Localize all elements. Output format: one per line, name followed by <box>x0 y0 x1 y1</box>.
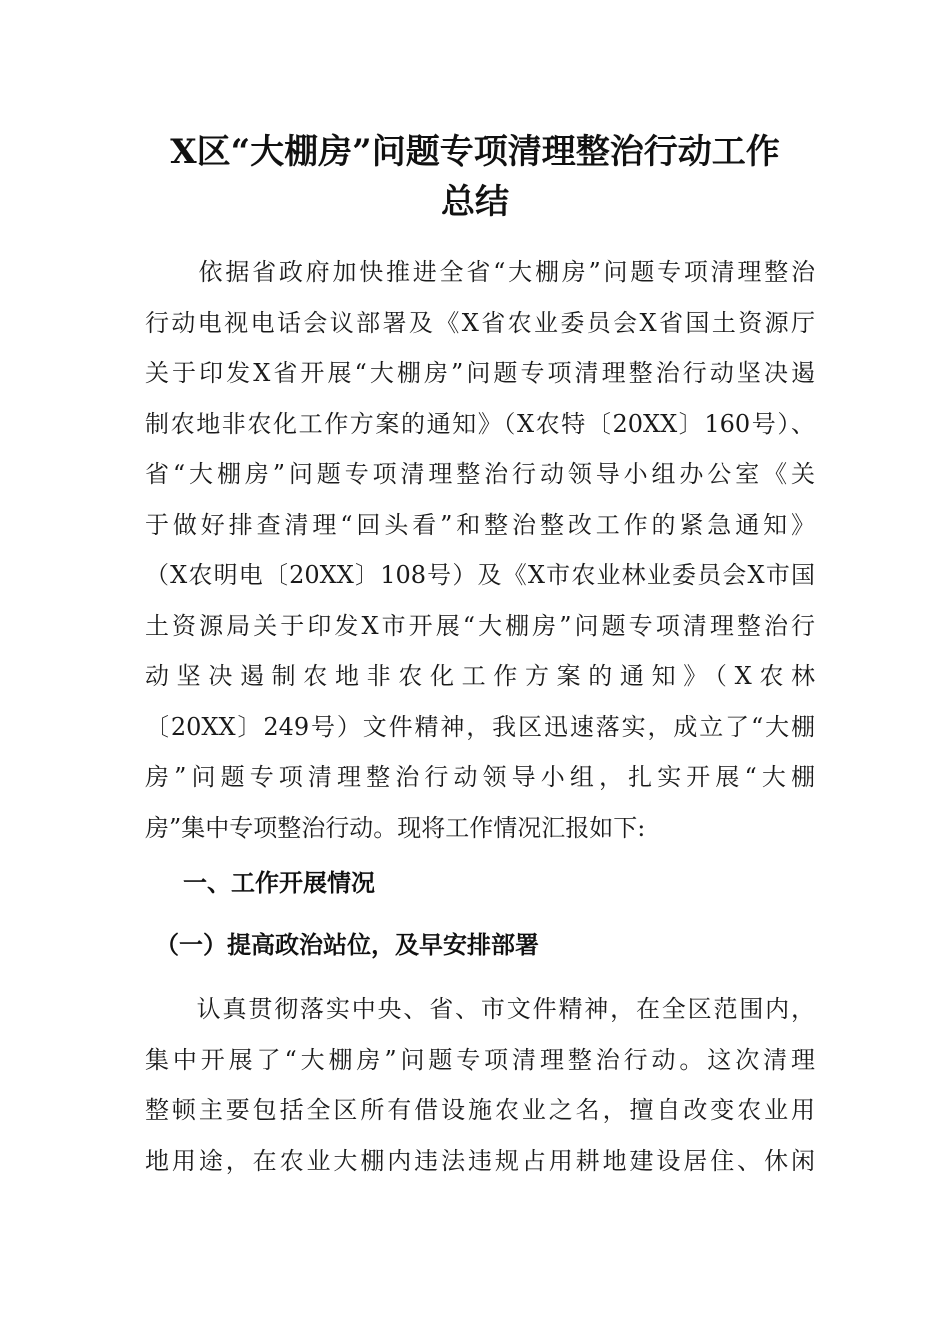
text-line: 整顿主要包括全区所有借设施农业之名，擅自改变农业用 <box>145 1096 815 1124</box>
title-line-1: X区“大棚房”问题专项清理整治行动工作 <box>170 132 780 172</box>
text-line: 房”集中专项整治行动。现将工作情况汇报如下: <box>145 813 646 842</box>
subsection-heading: （一）提高政治站位，及早安排部署 <box>155 930 539 959</box>
text-line: 依据省政府加快推进全省“大棚房”问题专项清理整治 <box>145 258 815 286</box>
text-line: 房”问题专项清理整治行动领导小组，扎实开展“大棚 <box>145 763 815 791</box>
text-line: 土资源局关于印发X市开展“大棚房”问题专项清理整治行 <box>145 611 815 640</box>
text-line: （X农明电〔20XX〕108号）及《X市农业林业委员会X市国 <box>145 561 815 589</box>
text-line: 于做好排查清理“回头看”和整治整改工作的紧急通知》 <box>145 510 815 539</box>
text-line: 动坚决遏制农地非农化工作方案的通知》（X农林 <box>145 662 815 690</box>
text-line: 省“大棚房”问题专项清理整治行动领导小组办公室《关 <box>145 460 815 488</box>
document-title <box>140 127 810 227</box>
body-paragraph <box>145 984 815 1186</box>
text-line: 关于印发X省开展“大棚房”问题专项清理整治行动坚决遏 <box>145 359 815 387</box>
text-line: 地用途，在农业大棚内违法违规占用耕地建设居住、休闲 <box>145 1146 815 1175</box>
text-line: 〔20XX〕249号）文件精神，我区迅速落实，成立了“大棚 <box>145 712 815 741</box>
text-line: 认真贯彻落实中央、省、市文件精神，在全区范围内， <box>145 995 815 1023</box>
section-heading: 一、工作开展情况 <box>183 868 375 897</box>
text-line: 制农地非农化工作方案的通知》（X农特〔20XX〕160号）、 <box>145 409 815 438</box>
text-line: 行动电视电话会议部署及《X省农业委员会X省国土资源厅 <box>145 308 815 337</box>
text-line: 集中开展了“大棚房”问题专项清理整治行动。这次清理 <box>145 1045 815 1074</box>
intro-paragraph <box>145 247 815 853</box>
title-line-2: 总结 <box>441 182 509 222</box>
